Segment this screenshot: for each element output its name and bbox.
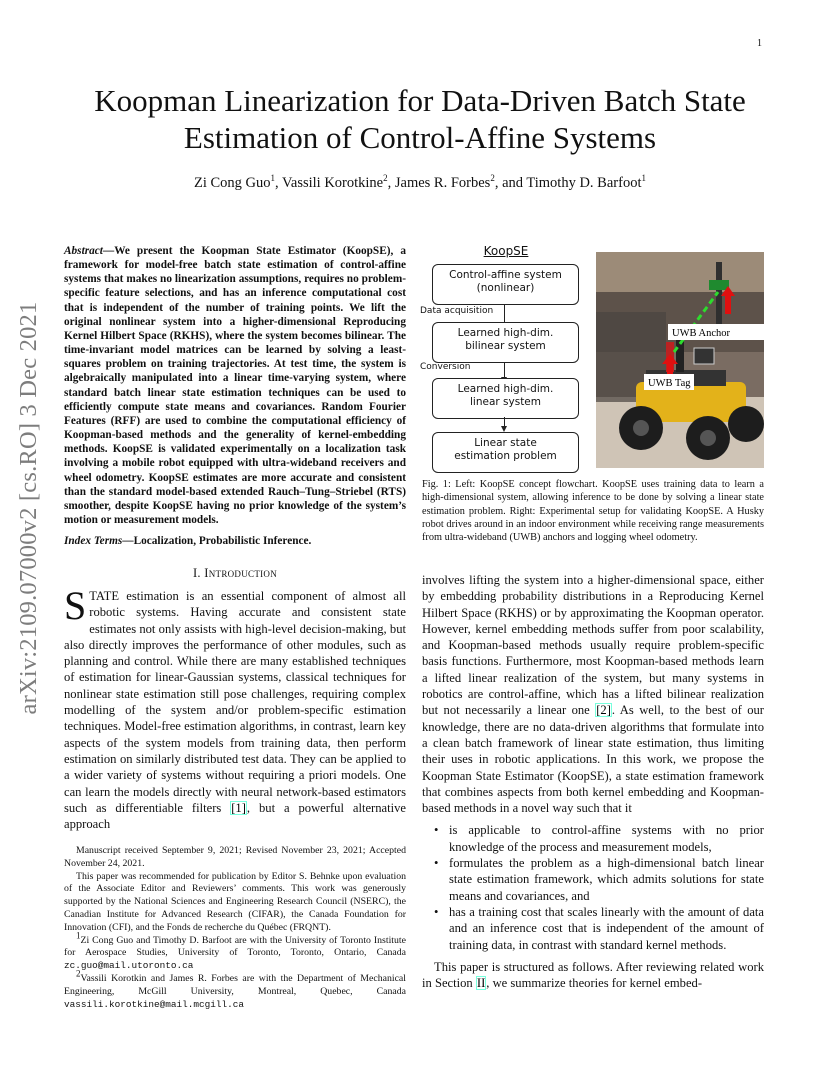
husky-robot-illustration [596,252,764,468]
koopse-flowchart [420,244,592,474]
footnotes [64,845,406,1011]
author-4: Timothy D. Barfoot [526,175,642,191]
flow-arrow-2 [504,362,505,378]
intro-text: TATE estimation is an essential component of almost all robotic systems. Having accurate and consistent state estimates not only assists with high-level decision-making, but also directly improves the performance of other modules, such as planning and control. While there are many established techniques of estimation for linear-Gaussian systems, classical techniques for nonlinear state estimation still pose challenges, requiring complex modelling of the system and/or problem-specific estimation techniques. Model-free estimation algorithms, in contrast, learn key aspects of the system models from training data, then perform estimation on similarly distributed test data. They can be applied to a wider variety of systems without requiring a priori models. One can learn the models directly with neural network-based estimators such as differentiable filters [64,589,406,815]
section-heading-introduction: I. Introduction [192,566,278,580]
flow-box-1-line-2: (nonlinear) [476,282,535,294]
footnote-affiliation-2 [64,968,406,1011]
section-link-2[interactable]: II [476,976,486,991]
flow-label-conversion: Conversion [420,362,471,372]
footnote-1-text: Zi Cong Guo and Timothy D. Barfoot are with the University of Toronto Institute for Aerospace Studies, University of Toronto, Toronto, Ontario, Canada [64,934,406,959]
contribution-item: • formulates the problem as a high-dimensional batch linear state estimation framework, which admits solutions for state means and covariances, and [449,855,764,904]
flowchart-title: KoopSE [483,244,529,258]
label-uwb-tag: UWB Tag [648,378,691,389]
author-3-affil: 2 [490,173,495,184]
flow-box-3-line-2: linear system [470,396,541,408]
flow-box-1-line-1: Control-affine system [449,269,562,281]
arxiv-identifier: arXiv:2109.07000v2 [cs.RO] 3 Dec 2021 [15,301,42,715]
index-terms-text: —Localization, Probabilistic Inference. [122,535,312,547]
title-line-2: Estimation of Control-Affine Systems [183,120,657,155]
footnote-manuscript: Manuscript received September 9, 2021; Revised November 23, 2021; Accepted November 24, 2021. [64,845,406,869]
abstract [64,244,406,527]
author-2-affil: 2 [383,173,388,184]
flow-box-control-affine [432,264,579,305]
author-list: Zi Cong Guo$^1$, Vassili Korotkine$^2$, James R. Forbes$^2$, and Timothy D. Barfoot$^1$ [194,173,646,191]
flow-box-bilinear [432,322,579,363]
label-uwb-anchor: UWB Anchor [672,328,731,339]
email-1[interactable]: zc.guo@mail.utoronto.ca [64,960,194,972]
contribution-item: • is applicable to control-affine systems with no prior knowledge of the process and measurement models, [449,822,764,855]
flow-arrow-1 [504,304,505,324]
right-paragraph-1-text: involves lifting the system into a higher-dimensional space, either by embedding probability distributions in a Reproducing Kernel Hilbert Space (RKHS) or by approximating the Koopman operator. However, kernel embedding methods suffer from poor scalability, and Koopman-based methods usually require problem-specific basis functions. Furthermore, most Koopman-based methods learn a lifted linear realization of the system, but many systems in robotics are control-affine, which has a lifted bilinear realization but not necessarily a linear one [422,573,764,718]
author-conjunction: , and [494,175,524,191]
author-1: Zi Cong Guo [194,175,271,191]
footnote-affiliation-1 [64,930,406,973]
introduction-paragraph [64,583,406,832]
flow-box-2-line-1: Learned high-dim. [457,327,554,339]
right-column-text [422,572,764,991]
footnote-2-mark: 2 [76,968,81,979]
flow-box-3-line-1: Learned high-dim. [457,383,554,395]
right-paragraph-2-text: This paper is structured as follows. After reviewing related work in Section [422,959,764,991]
page-number: 1 [757,38,762,49]
citation-link-1[interactable]: [1] [231,800,246,815]
drop-cap: S [64,583,87,628]
flow-box-2-line-2: bilinear system [465,340,546,352]
right-paragraph-1 [422,572,764,816]
footnote-funding: This paper was recommended for publication by Editor S. Behnke upon evaluation of the Associate Editor and Reviewers’ comments. This work was generously supported by the National Sciences and Engineering Research Council (NSERC), the Canadian Institute for Advanced Research (CIFAR), the Canada Foundation for Innovation (CFI), and the Fonds de recherche du Québec (FRQNT). [64,870,406,933]
flow-label-data-acquisition: Data acquisition [420,306,494,316]
author-2: Vassili Korotkine [282,175,384,191]
contribution-list [422,822,764,952]
right-paragraph-1-text-end: . As well, to the best of our knowledge, there are no data-driven algorithms that formulate into a clean batch framework of linear state estimation, thus limiting their uses in robotic applications. In this work, we propose the Koopman State Estimator (KoopSE), a state estimation framework that combines aspects from both kernel embedding and Koopman-based methods in a novel way such that it [422,703,764,816]
flow-box-4-line-2: estimation problem [454,450,557,462]
abstract-text: —We present the Koopman State Estimator (KoopSE), a framework for model-free batch state estimation of control-affine systems that makes no linearization assumptions, requires no problem-specific feature selections, and has an inference computational cost that is independent of the number of training points. We lift the original nonlinear system into a higher-dimensional Reproducing Kernel Hilbert Space (RKHS), where the system becomes bilinear. The time-invariant model matrices can be learned by solving a least-squares problem on training trajectories. At test time, the system is algebraically manipulated into a linear time-varying system, where standard batch linear state estimation techniques can be used to efficiently compute state means and covariances. Random Fourier Features (RFF) are used to combine the computational efficiency of Koopman-based methods and the generality of kernel-embedding methods. KoopSE is validated experimentally on a localization task involving a mobile robot equipped with ultra-wideband receivers and wheel odometry. KoopSE estimates are more accurate and consistent than the standard model-based extended Rauch–Tung–Striebel (RTS) smoother, despite KoopSE having no prior knowledge of the system’s motion or measurement models. [64,245,406,526]
flow-arrow-3 [504,417,505,427]
author-3: James R. Forbes [394,175,491,191]
paper-title [40,82,800,156]
index-terms [64,535,406,547]
email-2[interactable]: vassili.korotkine@mail.mcgill.ca [64,998,245,1010]
flow-box-4-line-1: Linear state [474,437,537,449]
experimental-setup-photo [596,252,764,468]
author-1-affil: 1 [270,173,276,184]
right-paragraph-2-text-end: , we summarize theories for kernel embed- [486,976,703,991]
footnote-1-mark: 1 [76,930,81,941]
author-4-affil: 1 [641,173,646,184]
abstract-label: Abstract [64,245,103,257]
footnote-2-text: Vassili Korotkin and James R. Forbes are with the Department of Mechanical Engineering, McGill University, Montreal, Quebec, Canada [64,972,406,997]
right-paragraph-2 [422,959,764,992]
flow-box-linear [432,378,579,419]
intro-text-end: , but a powerful alternative approach [64,800,406,832]
figure-1-caption: Fig. 1: Left: KoopSE concept flowchart. KoopSE uses training data to learn a high-dimensional system, allowing inference to be done by solving a linear state estimation problem. Right: Experimental setup for validating KoopSE. A Husky robot drives around in an indoor environment while receiving range measurements from ultra-wideband (UWB) anchors and logging wheel odometry. [422,479,764,544]
index-terms-label: Index Terms [64,535,123,547]
title-line-1: Koopman Linearization for Data-Driven Batch State [94,83,746,118]
contribution-item: • has a training cost that scales linearly with the amount of data and an inference cost that is independent of the amount of training data, in contrast with standard kernel methods. [449,904,764,953]
flow-box-estimation-problem [432,432,579,473]
citation-link-2[interactable]: [2] [596,703,611,718]
